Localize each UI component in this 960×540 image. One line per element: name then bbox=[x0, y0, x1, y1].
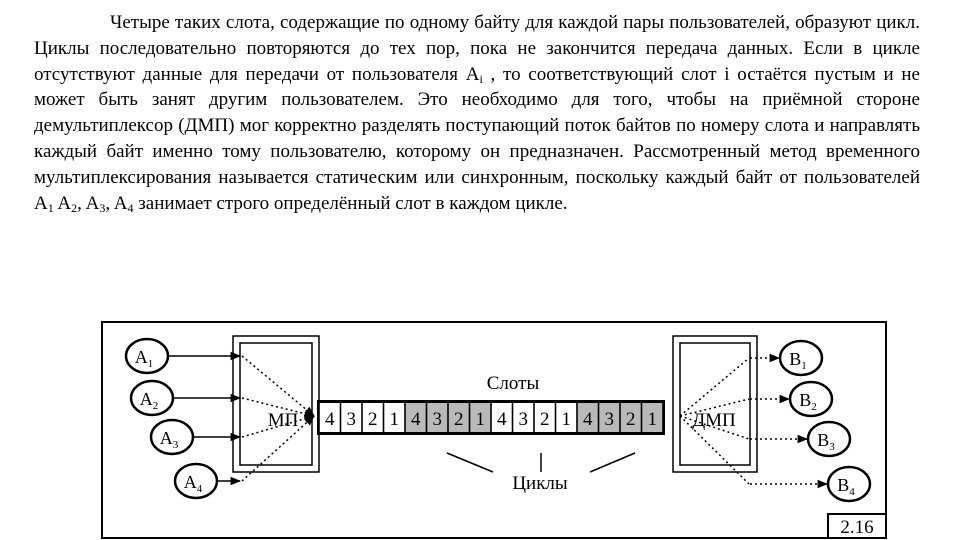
receiver-label: $B_1$ bbox=[789, 349, 807, 372]
slot-number: 3 bbox=[346, 409, 356, 430]
slot-number: 4 bbox=[497, 409, 507, 430]
paragraph-text: Четыре таких слота, содержащие по одному байту для каждой пары пользователей, образуют цикл. Циклы последовательно повторяются до тех пор, пока не закончится передача данных. Если в цикле отсутствуют данные для передачи от пользователя A bbox=[34, 12, 920, 85]
slot-number: 1 bbox=[475, 409, 485, 430]
cycle-marker-line bbox=[590, 453, 635, 472]
receiver-node bbox=[828, 467, 870, 501]
cycle-marker-line bbox=[447, 453, 493, 472]
slots-label: Слоты bbox=[486, 373, 540, 394]
sender-label: $A_4$ bbox=[183, 472, 203, 495]
figure-number: 2.16 bbox=[840, 517, 874, 538]
slot-number: 4 bbox=[583, 409, 593, 430]
demux-label: ДМП bbox=[692, 410, 736, 431]
slot-number: 3 bbox=[604, 409, 614, 430]
slot-number: 2 bbox=[368, 409, 378, 430]
multiplexer-box bbox=[233, 336, 319, 472]
receiver-node bbox=[808, 422, 850, 456]
paragraph-text: , A bbox=[77, 192, 100, 214]
receiver-label: $B_2$ bbox=[799, 390, 817, 413]
mux-label: МП bbox=[267, 410, 299, 431]
subscript: 1 bbox=[47, 200, 54, 215]
sender-node bbox=[151, 420, 193, 454]
slot-number: 3 bbox=[432, 409, 442, 430]
receiver-label: $B_4$ bbox=[837, 475, 855, 498]
paragraph-text: занимает строго определённый слот в каждом цикле. bbox=[133, 192, 568, 214]
slot-strip bbox=[317, 400, 665, 435]
slot-number: 2 bbox=[540, 409, 550, 430]
sender-node bbox=[131, 381, 173, 415]
slot-number: 1 bbox=[561, 409, 571, 430]
subscript: i bbox=[479, 71, 483, 86]
receiver-label: $B_3$ bbox=[817, 430, 835, 453]
slot-number: 3 bbox=[518, 409, 528, 430]
paragraph-text: A bbox=[53, 192, 72, 214]
sender-label: $A_3$ bbox=[159, 428, 179, 451]
slot-number: 2 bbox=[626, 409, 636, 430]
subscript: 4 bbox=[127, 200, 134, 215]
receiver-group bbox=[780, 341, 870, 501]
subscript: 2 bbox=[71, 200, 78, 215]
slot-number: 4 bbox=[325, 409, 335, 430]
receiver-node bbox=[780, 341, 822, 375]
sender-node bbox=[126, 339, 168, 373]
slot-number: 4 bbox=[411, 409, 421, 430]
sender-label: $A_2$ bbox=[139, 389, 159, 412]
sender-label: $A_1$ bbox=[134, 347, 154, 370]
paragraph-text: , A bbox=[105, 192, 128, 214]
cycle-markers bbox=[447, 453, 635, 472]
paragraph-text: , то соответствующий слот i остаётся пустым и не может быть занят другим пользователем. Это необходимо для того, чтобы на приёмной стороне демультиплексор (ДМП) мог корректно разделять поступающий поток байтов по номеру слота и направлять каждый байт именно тому пользователю, которому он предназначен. Рассмотренный метод временного мультиплексирования называется статическим или синхронным, поскольку каждый байт от пользователей A bbox=[34, 63, 920, 214]
subscript: 3 bbox=[99, 200, 106, 215]
slot-number: 1 bbox=[389, 409, 399, 430]
sender-node bbox=[175, 464, 217, 498]
slot-number: 1 bbox=[647, 409, 657, 430]
cycles-label: Циклы bbox=[512, 473, 568, 494]
demultiplexer-box bbox=[673, 336, 757, 472]
receiver-node bbox=[790, 382, 832, 416]
slot-number: 2 bbox=[454, 409, 464, 430]
sender-group bbox=[126, 339, 217, 498]
